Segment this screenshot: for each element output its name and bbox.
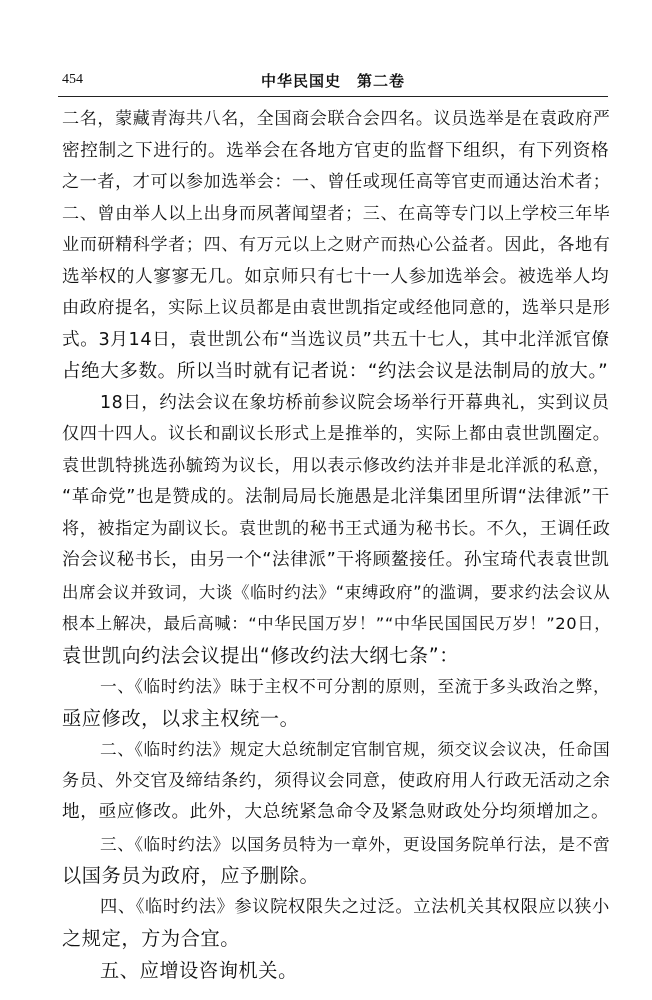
text-line: 袁世凯向约法会议提出“修改约法大纲七条”：: [62, 643, 460, 667]
text-line: 袁世凯特挑选孙毓筠为议长，用以表示修改约法并非是北洋派的私意，: [62, 455, 611, 476]
text-line: 亟应修改，以求主权统一。: [62, 706, 300, 730]
text-line: 四、《临时约法》参议院权限失之过泛。立法机关其权限应以狭小: [100, 896, 610, 917]
page-number: 454: [62, 72, 83, 87]
body-text: [62, 104, 612, 986]
text-line: 出席会议并致词，大谈《临时约法》“束缚政府”的滥调，要求约法会议从: [62, 582, 611, 602]
text-line: 业而研精科学者；四、有万元以上之财产而热心公益者。因此，各地有: [62, 235, 611, 255]
text-line: “革命党”也是赞成的。法制局局长施愚是北洋集团里所谓“法律派”干: [62, 487, 610, 507]
text-line: 二名，蒙藏青海共八名，全国商会联合会四名。议员选举是在袁政府严: [62, 109, 611, 129]
text-line: 二、《临时约法》规定大总统制定官制官规，须交议会议决，任命国: [100, 739, 611, 759]
text-line: 将，被指定为副议长。袁世凯的秘书王式通为秘书长。不久，王调任政: [62, 518, 611, 539]
text-line: 18日，约法会议在象坊桥前参议院会场举行开幕典礼，实到议员: [100, 392, 610, 413]
text-line: 二、曾由举人以上出身而夙著闻望者；三、在高等专门以上学校三年毕: [62, 203, 611, 224]
text-line: 治会议秘书长，由另一个“法律派”干将顾鳌接任。孙宝琦代表袁世凯: [62, 550, 610, 570]
text-line: 五、应增设咨询机关。: [100, 958, 298, 982]
running-header: [58, 68, 608, 97]
text-line: 根本上解决，最后高喊：“中华民国万岁！”“中华民国国民万岁！”20日，: [62, 614, 612, 633]
text-line: 三、《临时约法》以国务员特为一章外，更设国务院单行法，是不啻: [100, 833, 611, 854]
text-line: 务员、外交官及缔结条约，须得议会同意，使政府用人行政无活动之余: [62, 770, 611, 791]
text-line: 地，亟应修改。此外，大总统紧急命令及紧急财政处分均须增加之。: [62, 802, 610, 822]
text-line: 之一者，才可以参加选举会：一、曾任或现任高等官吏而通达治术者；: [62, 172, 611, 192]
text-line: 式。3月14日，袁世凯公布“当选议员”共五十七人，其中北洋派官僚: [62, 329, 610, 350]
running-title: 中华民国史 第二卷: [260, 72, 405, 90]
text-line: 选举权的人寥寥无几。如京师只有七十一人参加选举会。被选举人均: [62, 266, 610, 287]
text-line: 一、《临时约法》昧于主权不可分割的原则，至流于多头政治之弊，: [100, 676, 611, 696]
text-line: 占绝大多数。所以当时就有记者说：“约法会议是法制局的放大。”: [62, 361, 609, 382]
text-line: 之规定，方为合宜。: [62, 927, 241, 950]
text-line: 以国务员为政府，应予删除。: [62, 864, 320, 887]
text-line: 仅四十四人。议长和副议长形式上是推举的，实际上都由袁世凯圈定。: [62, 424, 611, 444]
text-line: 由政府提名，实际上议员都是由袁世凯指定或经他同意的，选举只是形: [62, 298, 611, 318]
text-line: 密控制之下进行的。选举会在各地方官吏的监督下组织，有下列资格: [62, 140, 610, 161]
